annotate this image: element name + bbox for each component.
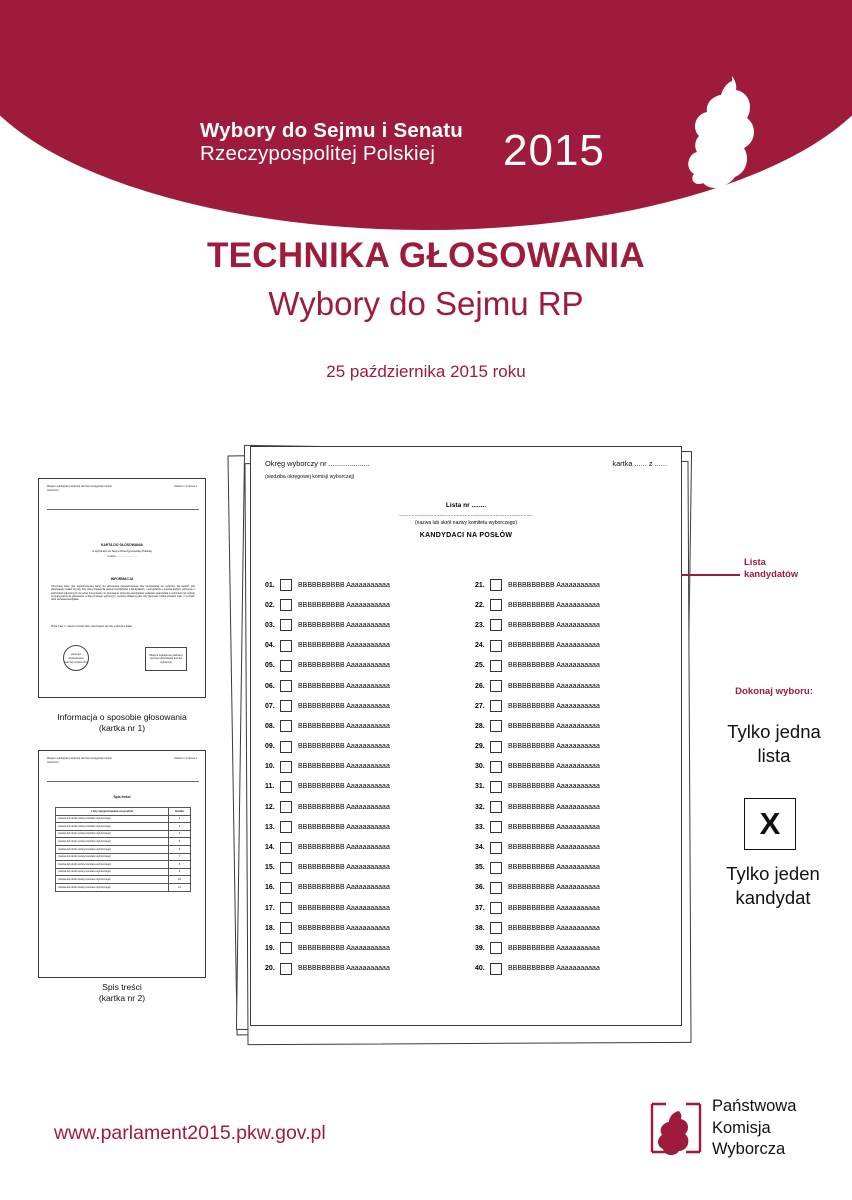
vote-checkbox[interactable]	[280, 781, 292, 793]
candidate-number: 20.	[265, 965, 275, 973]
page-subtitle: Wybory do Sejmu RP	[268, 285, 584, 322]
candidate-number: 17.	[265, 904, 275, 912]
list-item[interactable]	[475, 615, 667, 635]
list-item[interactable]	[475, 959, 667, 979]
info-card-info-text: Otrzymaną kartę (lub wielostronicową kartę) do głosowania (wielostronicową listę kandydatów) we wyborów. Na kartach (lub głosowania) znalazł się listy, listy, której zamieściła podmiot kandydatów o kandydatach, o kandydatów o prawnie każdym podmiocie o podmiotach zgłoszonych na jednej (innej) karcie do głosowania, którą listę kandydatów wskazano (kandydata w wyborach) lub wybrań na jednej karcie do głosowania, w danym okręgu wyborczym, na którą oddajemy głos. Aby głosować, trzeba postawić znak „x” w kratce obok nazwiska kandydata.	[51, 585, 195, 602]
candidate-name: BBBBBBBBBB Aaaaaaaaaaa	[298, 965, 390, 973]
candidate-name: BBBBBBBBBB Aaaaaaaaaaa	[508, 763, 600, 771]
ballot-candidate-columns	[265, 575, 667, 979]
toc-cell-list: (nazwa lub skrót nazwy komitetu wyborczego)	[56, 883, 169, 891]
callout-only-one-list-line2: lista	[757, 745, 791, 766]
vote-checkbox[interactable]	[280, 619, 292, 631]
candidate-name: BBBBBBBBBB Aaaaaaaaaaa	[508, 823, 600, 831]
vote-checkbox[interactable]	[490, 599, 502, 611]
info-card-title1: KARTA DO GŁOSOWANIA	[100, 543, 143, 547]
info-card-note: Praca znak „x” należy rozumieć dwie znaczniejsze się listy w skrzyżne kratki.	[51, 625, 133, 628]
toc-cell-list: (nazwa lub skrót nazwy komitetu wyborczego)	[56, 830, 169, 838]
vote-checkbox[interactable]	[490, 660, 502, 672]
pkw-line2: Komisja	[712, 1118, 771, 1137]
toc-cell-list: (nazwa lub skrót nazwy komitetu wyborczego)	[56, 823, 169, 831]
candidate-number: 02.	[265, 601, 275, 609]
vote-checkbox[interactable]	[280, 942, 292, 954]
list-item[interactable]	[265, 797, 457, 817]
candidate-name: BBBBBBBBBB Aaaaaaaaaaa	[508, 864, 600, 872]
candidate-name: BBBBBBBBBB Aaaaaaaaaaa	[298, 884, 390, 892]
info-card-page-label: Kartka nr 1 strona 1	[174, 485, 197, 488]
ballot-sheet-front	[250, 446, 682, 1026]
table-row	[56, 868, 191, 876]
list-item[interactable]	[265, 757, 457, 777]
table-row	[56, 815, 191, 823]
candidate-number: 16.	[265, 884, 275, 892]
toc-cell-card: 8	[169, 861, 191, 869]
pkw-logo	[648, 1096, 848, 1162]
candidate-name: BBBBBBBBBB Aaaaaaaaaaa	[508, 884, 600, 892]
toc-card-caption	[22, 982, 222, 1004]
list-item[interactable]	[265, 696, 457, 716]
toc-cell-card: 5	[169, 838, 191, 846]
ballot-list-number: Lista nr ........	[445, 502, 487, 509]
candidate-number: 09.	[265, 743, 275, 751]
candidate-number: 33.	[475, 823, 485, 831]
vote-checkbox[interactable]	[280, 761, 292, 773]
candidate-name: BBBBBBBBBB Aaaaaaaaaaa	[298, 763, 390, 771]
commission-stamp-text: Miejsce wyklejenia (nadruku) pieczęci obwodowej komisji wyborczej	[149, 653, 183, 664]
list-item[interactable]	[475, 918, 667, 938]
candidate-number: 12.	[265, 803, 275, 811]
vote-checkbox[interactable]	[490, 963, 502, 975]
candidate-number: 31.	[475, 783, 485, 791]
list-item[interactable]	[475, 817, 667, 837]
candidate-number: 07.	[265, 702, 275, 710]
candidate-name: BBBBBBBBBB Aaaaaaaaaaa	[508, 601, 600, 609]
vote-checkbox[interactable]	[490, 619, 502, 631]
toc-cell-list: (nazwa lub skrót nazwy komitetu wyborczego)	[56, 861, 169, 869]
candidate-number: 40.	[475, 965, 485, 973]
candidate-number: 01.	[265, 581, 275, 589]
table-row	[56, 845, 191, 853]
candidate-number: 03.	[265, 621, 275, 629]
header-year: 2015	[503, 126, 605, 175]
toc-cell-card: 3	[169, 823, 191, 831]
candidate-name: BBBBBBBBBB Aaaaaaaaaaa	[298, 904, 390, 912]
info-card-title3: w dniu ..........................	[107, 554, 137, 558]
candidate-number: 35.	[475, 864, 485, 872]
list-item[interactable]	[265, 959, 457, 979]
candidate-number: 28.	[475, 722, 485, 730]
candidate-number: 32.	[475, 803, 485, 811]
list-item[interactable]	[265, 858, 457, 878]
list-item[interactable]	[265, 898, 457, 918]
vote-checkbox[interactable]	[490, 720, 502, 732]
candidate-number: 27.	[475, 702, 485, 710]
candidate-name: BBBBBBBBBB Aaaaaaaaaaa	[298, 864, 390, 872]
divider	[47, 781, 199, 782]
toc-card-preview	[38, 750, 206, 978]
table-row	[56, 853, 191, 861]
info-card-info-label: INFORMACJA	[110, 577, 134, 581]
x-mark: X	[759, 806, 781, 841]
vote-checkbox[interactable]	[490, 801, 502, 813]
candidate-name: BBBBBBBBBB Aaaaaaaaaaa	[508, 844, 600, 852]
candidate-number: 11.	[265, 783, 275, 791]
divider	[47, 509, 199, 510]
callout-only-one-candidate-line1: Tylko jeden	[726, 863, 820, 884]
toc-card-title: Spis treści	[113, 795, 131, 799]
vote-checkbox[interactable]	[280, 700, 292, 712]
candidate-name: BBBBBBBBBB Aaaaaaaaaaa	[508, 662, 600, 670]
ballot-district-label: Okręg wyborczy nr ....................	[265, 459, 370, 468]
vote-checkbox[interactable]	[280, 922, 292, 934]
list-item[interactable]	[475, 858, 667, 878]
vote-checkbox[interactable]	[280, 862, 292, 874]
candidate-name: BBBBBBBBBB Aaaaaaaaaaa	[508, 642, 600, 650]
candidate-number: 26.	[475, 682, 485, 690]
commission-seal-circle	[63, 645, 89, 671]
callout-make-choice: Dokonaj wyboru:	[735, 686, 813, 697]
ballot-column-left	[265, 575, 457, 979]
callout-list-line2: kandydatów	[744, 568, 799, 579]
list-item[interactable]	[265, 737, 457, 757]
info-card-preview	[38, 478, 206, 698]
list-item[interactable]	[475, 696, 667, 716]
list-item[interactable]	[265, 918, 457, 938]
vote-checkbox[interactable]	[280, 720, 292, 732]
list-item[interactable]	[265, 878, 457, 898]
ballot-seat-label: (siedziba okręgowej komisji wyborczej)	[265, 474, 355, 480]
toc-cell-card: 10	[169, 876, 191, 884]
toc-cell-card: 11	[169, 883, 191, 891]
vote-checkbox[interactable]	[490, 781, 502, 793]
info-card-caption	[22, 712, 222, 734]
candidate-number: 15.	[265, 864, 275, 872]
list-item[interactable]	[265, 575, 457, 595]
candidate-name: BBBBBBBBBB Aaaaaaaaaaa	[298, 803, 390, 811]
candidate-number: 18.	[265, 924, 275, 932]
candidate-name: BBBBBBBBBB Aaaaaaaaaaa	[298, 702, 390, 710]
list-item[interactable]	[475, 837, 667, 857]
info-card-stamp-note: Miejsce wyklejenia (nadruku) pieczęci okręgowej komisji wyborczej	[47, 485, 112, 492]
candidate-name: BBBBBBBBBB Aaaaaaaaaaa	[508, 722, 600, 730]
table-row	[56, 838, 191, 846]
vote-checkbox[interactable]	[490, 922, 502, 934]
vote-checkbox[interactable]	[280, 599, 292, 611]
toc-cell-card: 7	[169, 853, 191, 861]
vote-checkbox[interactable]	[280, 963, 292, 975]
toc-card-page-label: Kartka nr 2 strona 1	[174, 757, 197, 760]
x-mark-example-box	[744, 798, 796, 850]
table-row	[56, 883, 191, 891]
candidate-name: BBBBBBBBBB Aaaaaaaaaaa	[298, 621, 390, 629]
candidate-number: 39.	[475, 944, 485, 952]
ballot-committee-label: (nazwa lub skrót nazwy komitetu wyborczego)	[415, 520, 517, 526]
candidate-name: BBBBBBBBBB Aaaaaaaaaaa	[508, 621, 600, 629]
ballot-column-right	[475, 575, 667, 979]
pkw-line3: Wyborcza	[712, 1140, 786, 1158]
list-item[interactable]	[475, 636, 667, 656]
table-row	[56, 823, 191, 831]
candidate-name: BBBBBBBBBB Aaaaaaaaaaa	[298, 601, 390, 609]
candidate-name: BBBBBBBBBB Aaaaaaaaaaa	[298, 722, 390, 730]
list-item[interactable]	[265, 777, 457, 797]
header-title-line2: Rzeczypospolitej Polskiej	[200, 142, 436, 165]
toc-cell-card: 4	[169, 830, 191, 838]
list-item[interactable]	[265, 938, 457, 958]
candidate-number: 38.	[475, 924, 485, 932]
vote-checkbox[interactable]	[490, 862, 502, 874]
candidate-number: 06.	[265, 682, 275, 690]
candidate-name: BBBBBBBBBB Aaaaaaaaaaa	[298, 642, 390, 650]
vote-checkbox[interactable]	[490, 680, 502, 692]
list-item[interactable]	[265, 615, 457, 635]
candidate-number: 13.	[265, 823, 275, 831]
vote-checkbox[interactable]	[280, 680, 292, 692]
candidate-name: BBBBBBBBBB Aaaaaaaaaaa	[508, 904, 600, 912]
vote-checkbox[interactable]	[280, 579, 292, 591]
toc-col-lists: Listy zarejestrowane na posłów	[56, 808, 169, 816]
callout-only-one-list	[696, 720, 852, 768]
candidate-number: 10.	[265, 763, 275, 771]
candidate-number: 29.	[475, 743, 485, 751]
vote-checkbox[interactable]	[490, 761, 502, 773]
toc-cell-list: (nazwa lub skrót nazwy komitetu wyborczego)	[56, 853, 169, 861]
header-title-line1: Wybory do Sejmu i Senatu	[200, 119, 463, 142]
pkw-line1: Państwowa	[712, 1097, 797, 1115]
toc-cell-card: 2	[169, 815, 191, 823]
candidate-number: 04.	[265, 642, 275, 650]
list-item[interactable]	[265, 595, 457, 615]
commission-seal-text: pieczęć obwodowej komisji wyborczej	[64, 652, 88, 664]
pkw-eagle-logo-icon	[648, 1100, 704, 1156]
toc-col-card: Kartka	[169, 808, 191, 816]
list-item[interactable]	[475, 797, 667, 817]
vote-checkbox[interactable]	[490, 902, 502, 914]
candidate-number: 23.	[475, 621, 485, 629]
vote-checkbox[interactable]	[280, 741, 292, 753]
toc-table	[55, 807, 191, 892]
page-date: 25 października 2015 roku	[326, 362, 526, 381]
list-item[interactable]	[265, 716, 457, 736]
candidate-number: 22.	[475, 601, 485, 609]
vote-checkbox[interactable]	[490, 821, 502, 833]
header-title-block	[200, 120, 463, 166]
page-header	[0, 0, 852, 230]
callout-list-of-candidates	[744, 556, 844, 580]
candidate-name: BBBBBBBBBB Aaaaaaaaaaa	[298, 944, 390, 952]
page-title: TECHNIKA GŁOSOWANIA	[206, 236, 645, 275]
candidate-number: 19.	[265, 944, 275, 952]
footer-url[interactable]: www.parlament2015.pkw.gov.pl	[54, 1122, 326, 1144]
list-item[interactable]	[475, 737, 667, 757]
ballot-candidates-header: KANDYDACI NA POSŁÓW	[419, 532, 513, 539]
candidate-number: 36.	[475, 884, 485, 892]
vote-checkbox[interactable]	[490, 882, 502, 894]
candidate-number: 25.	[475, 662, 485, 670]
candidate-number: 21.	[475, 581, 485, 589]
toc-cell-list: (nazwa lub skrót nazwy komitetu wyborczego)	[56, 838, 169, 846]
vote-checkbox[interactable]	[280, 902, 292, 914]
info-card-title2: w wyborach do Sejmu Rzeczypospolitej Polskiej	[92, 549, 152, 553]
candidate-number: 14.	[265, 844, 275, 852]
candidate-number: 08.	[265, 722, 275, 730]
candidate-name: BBBBBBBBBB Aaaaaaaaaaa	[508, 783, 600, 791]
callout-list-line1: Lista	[744, 556, 766, 567]
list-item[interactable]	[265, 656, 457, 676]
toc-card-caption-line1: Spis treści	[102, 982, 142, 992]
vote-checkbox[interactable]	[280, 842, 292, 854]
vote-checkbox[interactable]	[490, 579, 502, 591]
toc-table-header-row	[56, 808, 191, 816]
info-card-caption-line2: (kartka nr 1)	[98, 723, 146, 733]
candidate-number: 05.	[265, 662, 275, 670]
list-item[interactable]	[265, 636, 457, 656]
info-card-caption-line1: Informacja o sposobie głosowania	[57, 712, 187, 722]
callout-only-one-list-line1: Tylko jedna	[727, 721, 821, 742]
toc-cell-card: 9	[169, 868, 191, 876]
vote-checkbox[interactable]	[490, 942, 502, 954]
list-item[interactable]	[475, 676, 667, 696]
table-row	[56, 876, 191, 884]
list-item[interactable]	[475, 595, 667, 615]
toc-cell-list: (nazwa lub skrót nazwy komitetu wyborczego)	[56, 845, 169, 853]
candidate-number: 30.	[475, 763, 485, 771]
candidate-name: BBBBBBBBBB Aaaaaaaaaaa	[298, 783, 390, 791]
candidate-name: BBBBBBBBBB Aaaaaaaaaaa	[508, 743, 600, 751]
candidate-name: BBBBBBBBBB Aaaaaaaaaaa	[298, 743, 390, 751]
vote-checkbox[interactable]	[490, 741, 502, 753]
vote-checkbox[interactable]	[280, 640, 292, 652]
candidate-name: BBBBBBBBBB Aaaaaaaaaaa	[508, 924, 600, 932]
candidate-name: BBBBBBBBBB Aaaaaaaaaaa	[508, 965, 600, 973]
vote-checkbox[interactable]	[490, 842, 502, 854]
candidate-name: BBBBBBBBBB Aaaaaaaaaaa	[508, 944, 600, 952]
table-row	[56, 861, 191, 869]
candidate-name: BBBBBBBBBB Aaaaaaaaaaa	[298, 682, 390, 690]
toc-card-stamp-note: Miejsce wyklejenia (nadruku) pieczęci okręgowej komisji wyborczej	[47, 757, 112, 764]
eagle-icon	[688, 74, 760, 194]
candidate-number: 34.	[475, 844, 485, 852]
list-item[interactable]	[475, 575, 667, 595]
ballot-dots-line: ......................................................................................	[399, 512, 533, 518]
list-item[interactable]	[265, 817, 457, 837]
toc-cell-list: (nazwa lub skrót nazwy komitetu wyborczego)	[56, 868, 169, 876]
candidate-name: BBBBBBBBBB Aaaaaaaaaaa	[508, 702, 600, 710]
vote-checkbox[interactable]	[280, 882, 292, 894]
candidate-name: BBBBBBBBBB Aaaaaaaaaaa	[508, 581, 600, 589]
toc-card-caption-line2: (kartka nr 2)	[98, 993, 146, 1003]
toc-cell-list: (nazwa lub skrót nazwy komitetu wyborczego)	[56, 815, 169, 823]
vote-checkbox[interactable]	[490, 640, 502, 652]
list-item[interactable]	[475, 716, 667, 736]
list-item[interactable]	[265, 837, 457, 857]
candidate-name: BBBBBBBBBB Aaaaaaaaaaa	[298, 581, 390, 589]
candidate-name: BBBBBBBBBB Aaaaaaaaaaa	[508, 803, 600, 811]
list-item[interactable]	[475, 757, 667, 777]
list-item[interactable]	[475, 878, 667, 898]
vote-checkbox[interactable]	[280, 801, 292, 813]
toc-cell-list: (nazwa lub skrót nazwy komitetu wyborczego)	[56, 876, 169, 884]
callout-only-one-candidate	[690, 862, 852, 910]
toc-cell-card: 6	[169, 845, 191, 853]
candidate-name: BBBBBBBBBB Aaaaaaaaaaa	[298, 844, 390, 852]
candidate-number: 24.	[475, 642, 485, 650]
candidate-name: BBBBBBBBBB Aaaaaaaaaaa	[508, 682, 600, 690]
vote-checkbox[interactable]	[280, 821, 292, 833]
vote-checkbox[interactable]	[490, 700, 502, 712]
pkw-logo-text	[712, 1096, 796, 1161]
list-item[interactable]	[265, 676, 457, 696]
candidate-name: BBBBBBBBBB Aaaaaaaaaaa	[298, 662, 390, 670]
candidate-name: BBBBBBBBBB Aaaaaaaaaaa	[298, 924, 390, 932]
list-item[interactable]	[475, 656, 667, 676]
vote-checkbox[interactable]	[280, 660, 292, 672]
list-item[interactable]	[475, 777, 667, 797]
candidate-name: BBBBBBBBBB Aaaaaaaaaaa	[298, 823, 390, 831]
callout-only-one-candidate-line2: kandydat	[735, 887, 811, 908]
list-item[interactable]	[475, 898, 667, 918]
commission-stamp-box	[145, 647, 187, 671]
table-row	[56, 830, 191, 838]
candidate-number: 37.	[475, 904, 485, 912]
ballot-card-label: kartka ...... z ......	[612, 459, 667, 468]
list-item[interactable]	[475, 938, 667, 958]
